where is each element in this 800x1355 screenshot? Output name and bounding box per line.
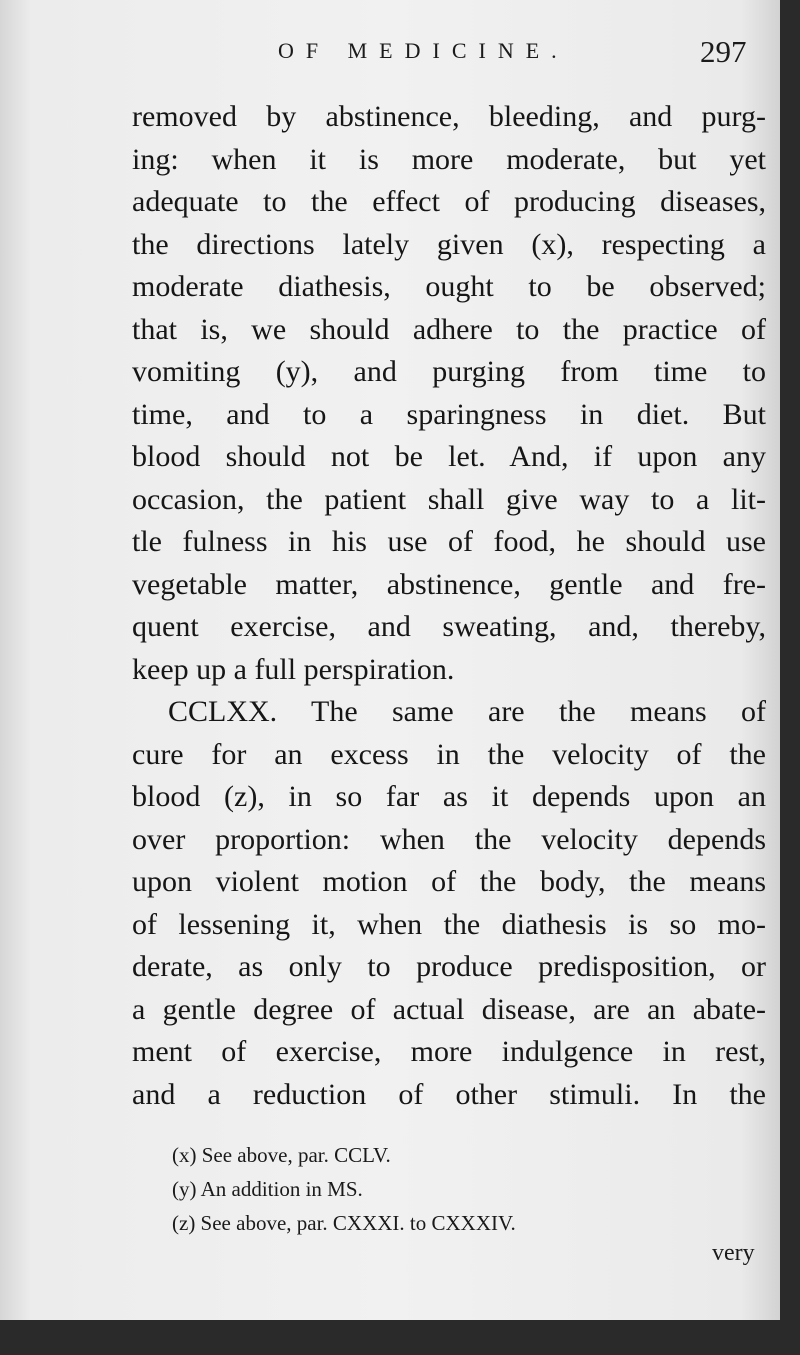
text-line: and a reduction of other stimuli. In the bbox=[132, 1077, 766, 1111]
footnote-y: (y) An addition in MS. bbox=[172, 1177, 363, 1201]
text-line: of lessening it, when the diathesis is so mo- bbox=[132, 907, 766, 941]
text-line: upon violent motion of the body, the means bbox=[132, 865, 766, 898]
text-line: derate, as only to produce predisposition, or bbox=[132, 950, 766, 983]
footnote-z: (z) See above, par. CXXXI. to CXXXIV. bbox=[172, 1211, 516, 1235]
text-line: ment of exercise, more indulgence in rest, bbox=[132, 1035, 766, 1068]
page-number: 297 bbox=[700, 34, 747, 69]
body-text bbox=[132, 96, 766, 1116]
text-line: adequate to the effect of producing diseases, bbox=[132, 185, 766, 218]
text-line: occasion, the patient shall give way to a lit- bbox=[132, 482, 766, 516]
text-line: that is, we should adhere to the practice of bbox=[132, 312, 766, 346]
text-line: cure for an excess in the velocity of the bbox=[132, 737, 766, 771]
footnotes bbox=[172, 1138, 732, 1240]
text-line: keep up a full perspiration. bbox=[132, 652, 455, 686]
text-line: time, and to a sparingness in diet. But bbox=[132, 397, 766, 431]
text-line: a gentle degree of actual disease, are an abate- bbox=[132, 992, 766, 1026]
text-line: ing: when it is more moderate, but yet bbox=[132, 142, 766, 176]
text-line: blood should not be let. And, if upon any bbox=[132, 440, 766, 473]
text-line: CCLXX. The same are the means of bbox=[168, 695, 766, 728]
text-line: vegetable matter, abstinence, gentle and fre- bbox=[132, 567, 766, 601]
footnote-x: (x) See above, par. CCLV. bbox=[172, 1143, 391, 1167]
catchword: very bbox=[712, 1240, 755, 1266]
text-line: moderate diathesis, ought to be observed; bbox=[132, 270, 766, 303]
text-line: quent exercise, and sweating, and, thereby, bbox=[132, 610, 766, 643]
page-header bbox=[0, 34, 780, 84]
text-line: vomiting (y), and purging from time to bbox=[132, 355, 766, 388]
text-line: the directions lately given (x), respecting a bbox=[132, 227, 766, 261]
text-line: tle fulness in his use of food, he should use bbox=[132, 525, 766, 558]
text-line: removed by abstinence, bleeding, and purg- bbox=[132, 100, 766, 133]
running-head: OF MEDICINE. bbox=[278, 38, 569, 63]
text-line: blood (z), in so far as it depends upon an bbox=[132, 780, 766, 813]
text-line: over proportion: when the velocity depends bbox=[132, 822, 766, 856]
